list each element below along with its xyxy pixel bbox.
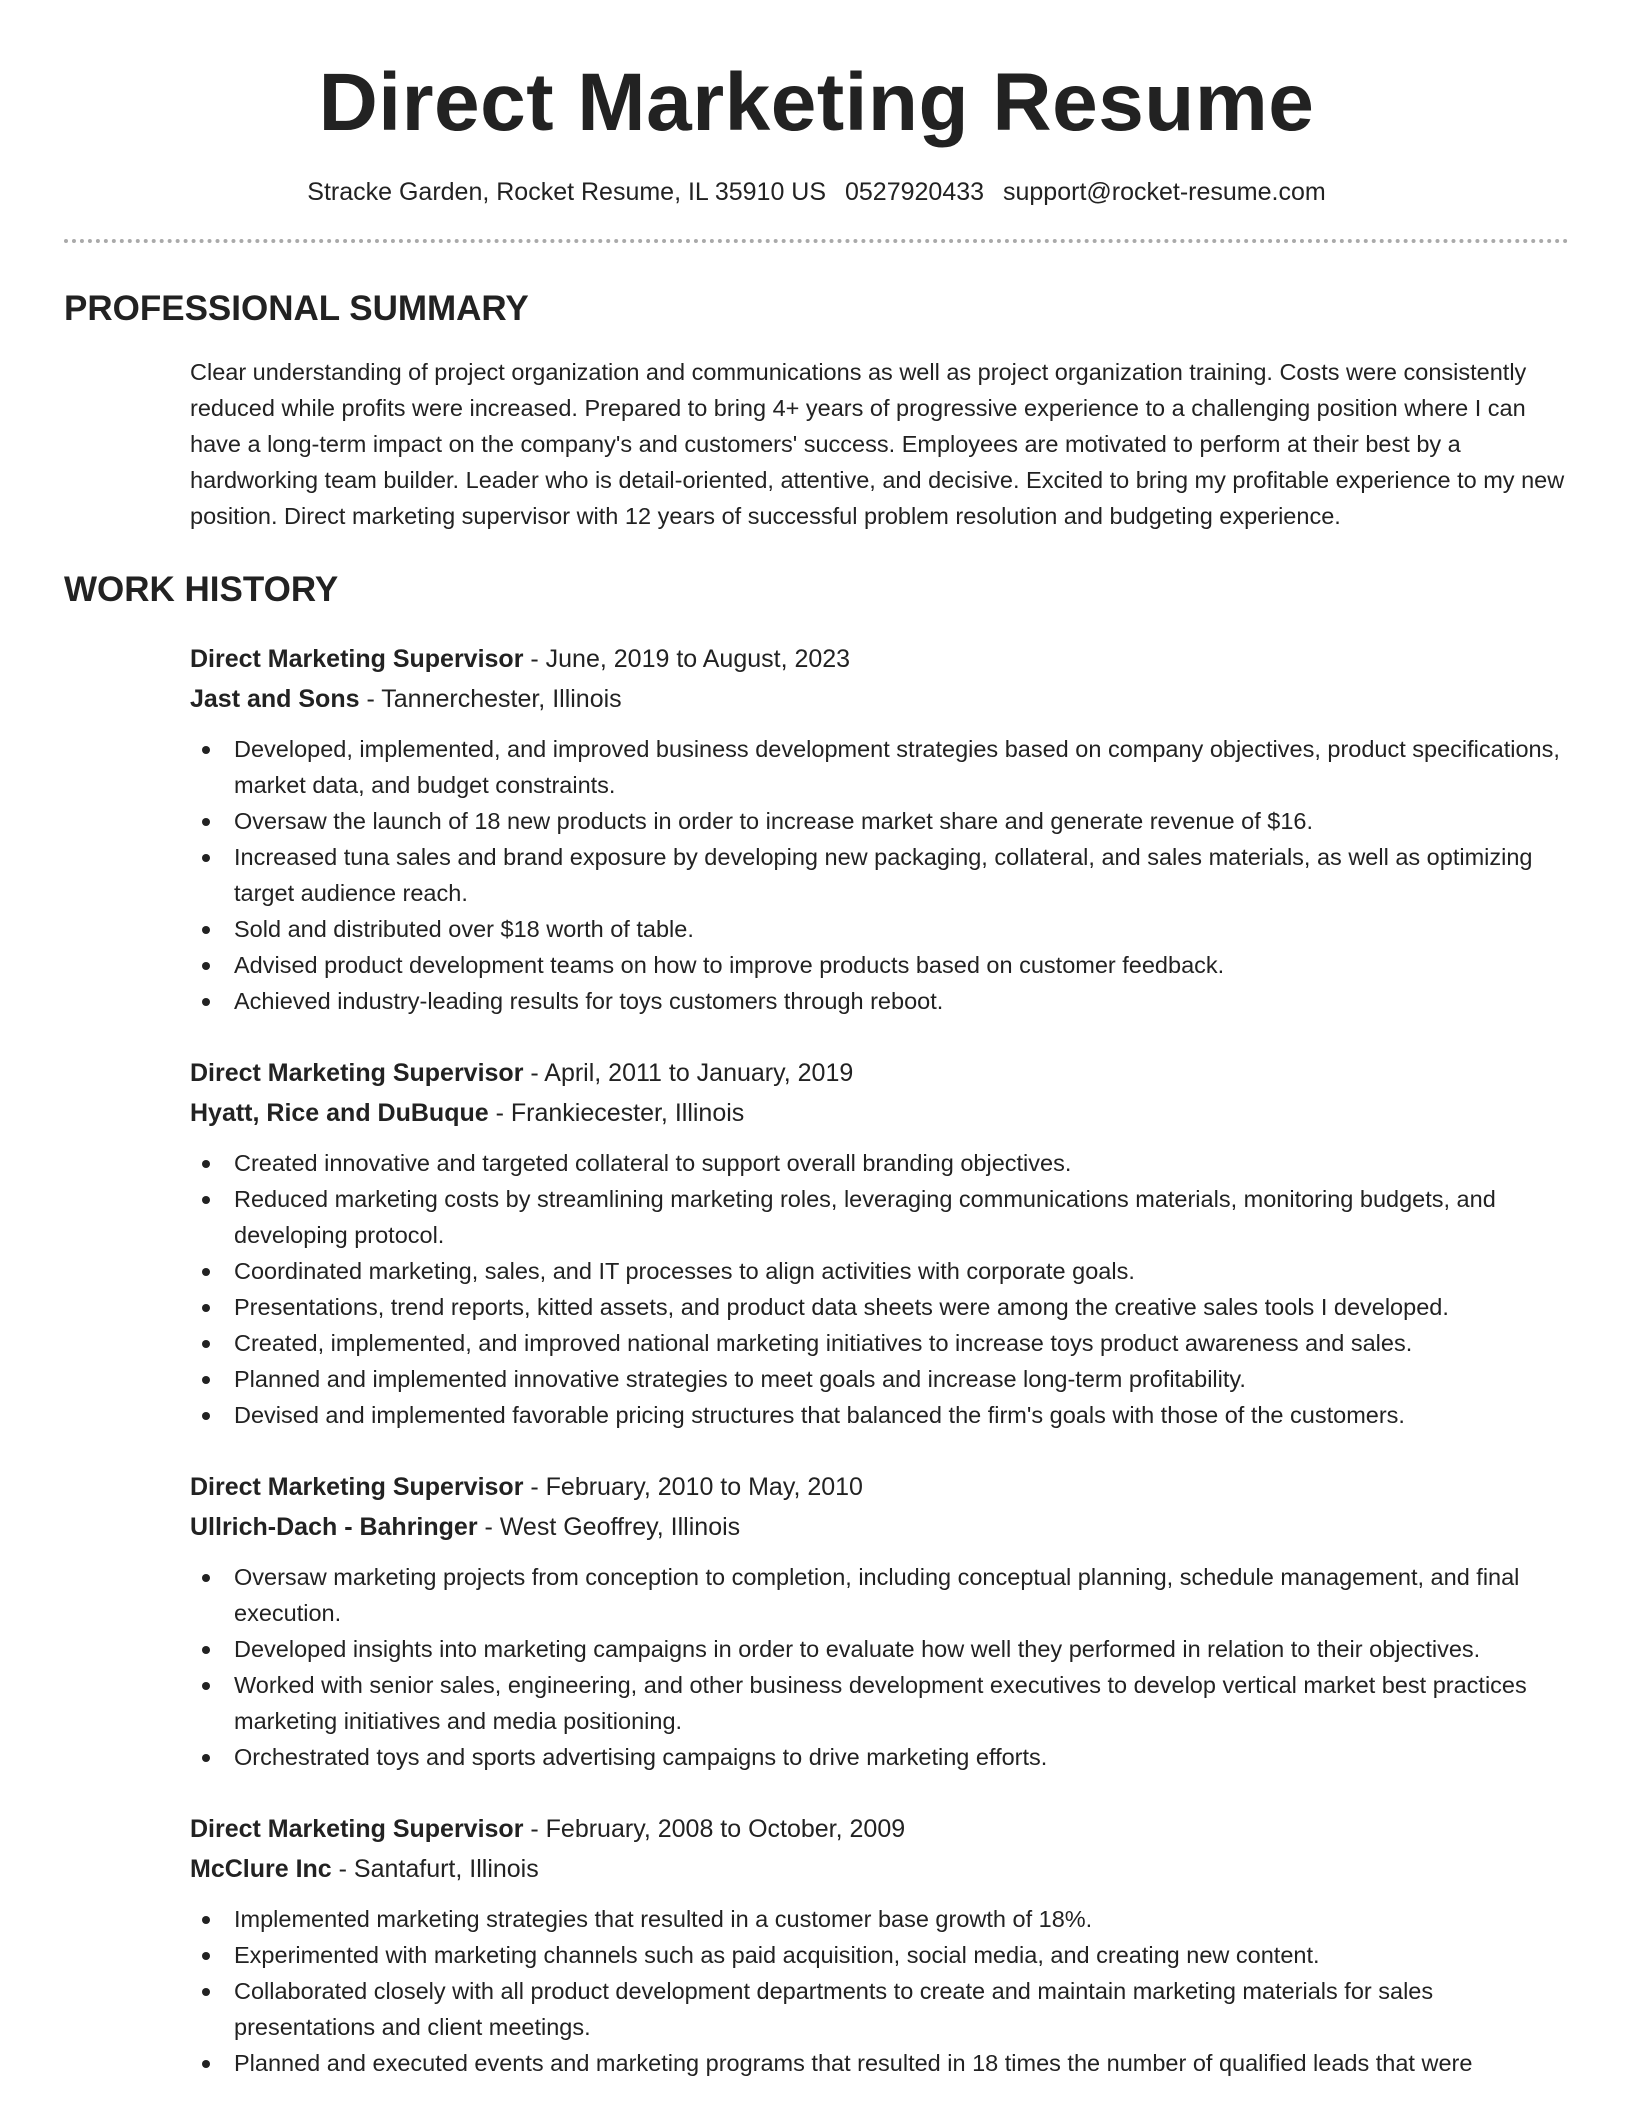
job-bullet: Experimented with marketing channels such as paid acquisition, social media, and creating new content. [190,1937,1569,1973]
job-bullet: Advised product development teams on how to improve products based on customer feedback. [190,947,1569,983]
job-bullet: Implemented marketing strategies that resulted in a customer base growth of 18%. [190,1901,1569,1937]
job-entry [190,1053,1569,1433]
contact-phone: 0527920433 [845,178,985,206]
contact-address: Stracke Garden, Rocket Resume, IL 35910 US [307,178,827,206]
summary-heading: PROFESSIONAL SUMMARY [64,289,529,328]
job-bullet: Devised and implemented favorable pricing structures that balanced the firm's goals with those of the customers. [190,1397,1569,1433]
job-bullets [190,731,1569,1019]
job-company-line [190,1093,1569,1133]
job-company-line [190,1507,1569,1547]
job-dates: - April, 2011 to January, 2019 [523,1059,854,1087]
job-role: Direct Marketing Supervisor [190,1059,524,1087]
job-role-line [190,1467,1569,1507]
work-history-list [190,639,1569,2081]
job-bullets [190,1559,1569,1775]
job-bullet: Increased tuna sales and brand exposure by developing new packaging, collateral, and sales materials, as well as optimizing target audience reach. [190,839,1569,911]
job-bullet: Worked with senior sales, engineering, and other business development executives to develop vertical market best practices marketing initiatives and media positioning. [190,1667,1569,1739]
job-bullet: Sold and distributed over $18 worth of table. [190,911,1569,947]
job-company: Hyatt, Rice and DuBuque [190,1099,489,1127]
job-dates: - February, 2010 to May, 2010 [523,1473,863,1501]
job-bullet: Orchestrated toys and sports advertising campaigns to drive marketing efforts. [190,1739,1569,1775]
job-bullet: Reduced marketing costs by streamlining marketing roles, leveraging communications materials, monitoring budgets, and developing protocol. [190,1181,1569,1253]
job-role-line [190,639,1569,679]
contact-line [64,180,1569,205]
job-bullet: Planned and implemented innovative strategies to meet goals and increase long-term profitability. [190,1361,1569,1397]
contact-email: support@rocket-resume.com [1003,178,1326,206]
job-company: Jast and Sons [190,685,360,713]
job-bullet: Developed, implemented, and improved business development strategies based on company objectives, product specifications, market data, and budget constraints. [190,731,1569,803]
job-entry [190,1467,1569,1775]
summary-text: Clear understanding of project organization and communications as well as project organization training. Costs were consistently reduced while profits were increased. Prepared to bring 4+ years of progressive experience to a challenging position where I can have a long-term impact on the company's and customers' success. Employees are motivated to perform at their best by a hardworking team builder. Leader who is detail-oriented, attentive, and decisive. Excited to bring my profitable experience to my new position. Direct marketing supervisor with 12 years of successful problem resolution and budgeting experience. [190,359,1565,529]
job-entry [190,1809,1569,2081]
job-role: Direct Marketing Supervisor [190,1815,524,1843]
job-location: - Santafurt, Illinois [331,1855,539,1883]
job-role: Direct Marketing Supervisor [190,1473,524,1501]
job-entry [190,639,1569,1019]
job-role-line [190,1053,1569,1093]
job-bullets [190,1145,1569,1433]
job-bullets [190,1901,1569,2081]
job-role-line [190,1809,1569,1849]
job-bullet: Coordinated marketing, sales, and IT processes to align activities with corporate goals. [190,1253,1569,1289]
job-dates: - February, 2008 to October, 2009 [523,1815,906,1843]
job-bullet: Presentations, trend reports, kitted assets, and product data sheets were among the creative sales tools I developed. [190,1289,1569,1325]
job-location: - Tannerchester, Illinois [359,685,622,713]
job-bullet: Created, implemented, and improved national marketing initiatives to increase toys product awareness and sales. [190,1325,1569,1361]
work-history-heading: WORK HISTORY [64,570,339,609]
resume-page [64,0,1569,2081]
job-bullet: Planned and executed events and marketing programs that resulted in 18 times the number of qualified leads that were [190,2045,1569,2081]
job-company-line [190,679,1569,719]
job-bullet: Collaborated closely with all product development departments to create and maintain marketing materials for sales presentations and client meetings. [190,1973,1569,2045]
job-bullet: Developed insights into marketing campaigns in order to evaluate how well they performed in relation to their objectives. [190,1631,1569,1667]
job-bullet: Created innovative and targeted collateral to support overall branding objectives. [190,1145,1569,1181]
job-role: Direct Marketing Supervisor [190,645,524,673]
job-bullet: Achieved industry-leading results for toys customers through reboot. [190,983,1569,1019]
job-company: McClure Inc [190,1855,332,1883]
job-location: - West Geoffrey, Illinois [477,1513,741,1541]
job-bullet: Oversaw marketing projects from conception to completion, including conceptual planning, schedule management, and final execution. [190,1559,1569,1631]
job-company-line [190,1849,1569,1889]
header-divider [64,239,1569,243]
job-bullet: Oversaw the launch of 18 new products in order to increase market share and generate revenue of $16. [190,803,1569,839]
resume-title: Direct Marketing Resume [318,57,1315,148]
job-location: - Frankiecester, Illinois [488,1099,745,1127]
job-dates: - June, 2019 to August, 2023 [523,645,851,673]
job-company: Ullrich-Dach - Bahringer [190,1513,478,1541]
